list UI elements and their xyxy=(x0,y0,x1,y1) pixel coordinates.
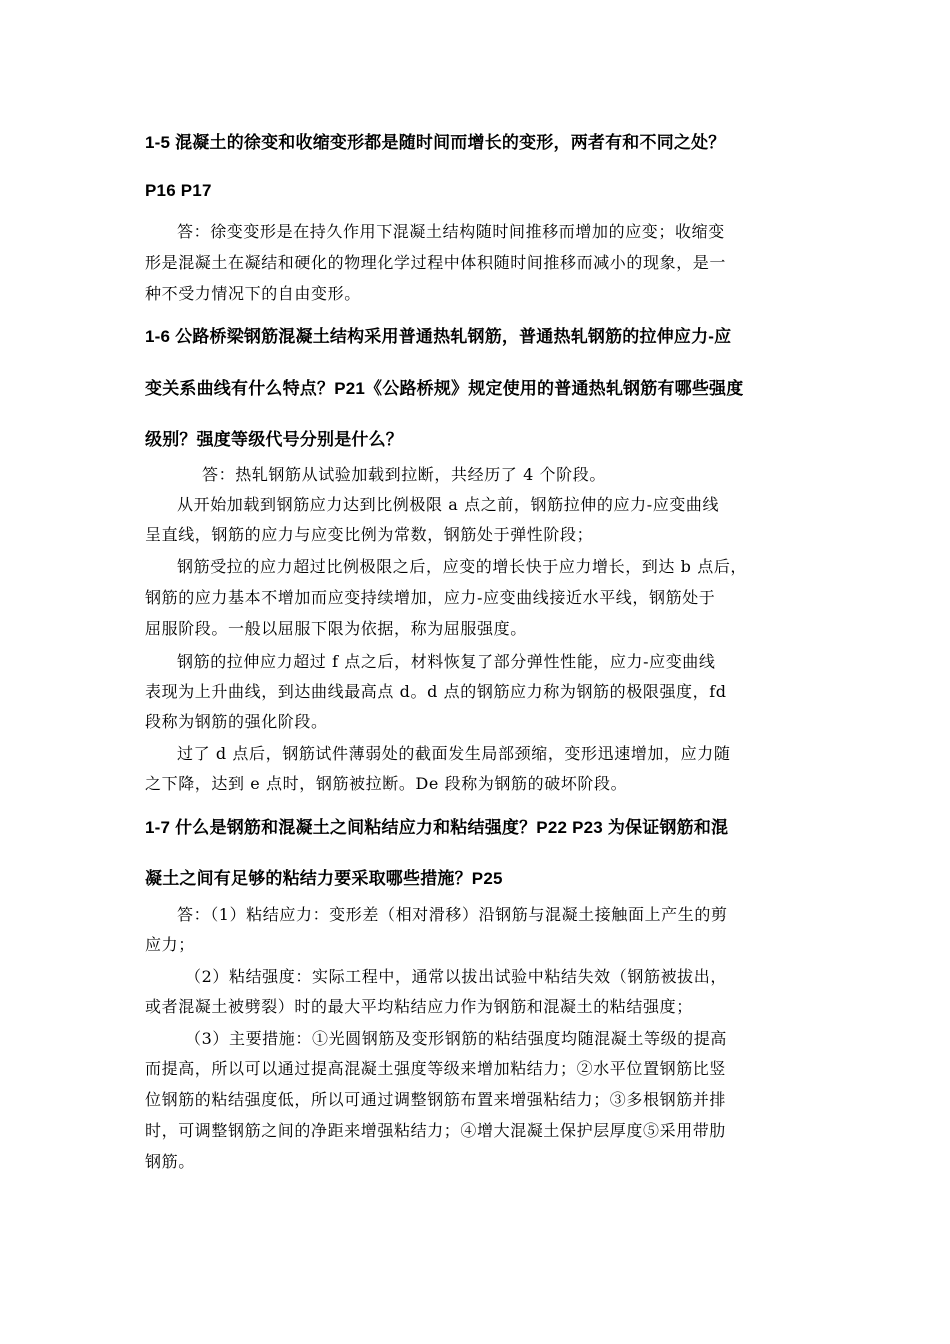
answer-1-7-line: 应力； xyxy=(145,935,195,954)
question-1-7-line: 1-7 什么是钢筋和混凝土之间粘结应力和粘结强度？P22 P23 为保证钢筋和混 xyxy=(145,818,729,837)
answer-1-7-line: 而提高，所以可以通过提高混凝土强度等级来增加粘结力；②水平位置钢筋比竖 xyxy=(145,1059,727,1078)
answer-1-7-line: 钢筋。 xyxy=(145,1152,195,1171)
answer-1-6-line: 之下降，达到 e 点时，钢筋被拉断。De 段称为钢筋的破坏阶段。 xyxy=(145,774,628,793)
question-1-6-line: 级别？强度等级代号分别是什么？ xyxy=(145,430,403,449)
answer-1-7-line: （3）主要措施：①光圆钢筋及变形钢筋的粘结强度均随混凝土等级的提高 xyxy=(185,1029,727,1048)
answer-1-6-line: 钢筋受拉的应力超过比例极限之后，应变的增长快于应力增长，到达 b 点后， xyxy=(177,557,748,576)
answer-1-7-line: 或者混凝土被劈裂）时的最大平均粘结应力作为钢筋和混凝土的粘结强度； xyxy=(145,997,693,1016)
question-1-6-line: 变关系曲线有什么特点？P21《公路桥规》规定使用的普通热轧钢筋有哪些强度 xyxy=(145,379,744,398)
answer-1-7-line: 位钢筋的粘结强度低，所以可通过调整钢筋布置来增强粘结力；③多根钢筋并排 xyxy=(145,1090,727,1109)
question-1-6-line: 1-6 公路桥梁钢筋混凝土结构采用普通热轧钢筋，普通热轧钢筋的拉伸应力-应 xyxy=(145,327,732,346)
answer-1-5-line: 形是混凝土在凝结和硬化的物理化学过程中体积随时间推移而减小的现象，是一 xyxy=(145,253,727,272)
answer-1-7-line: 答：（1）粘结应力：变形差（相对滑移）沿钢筋与混凝土接触面上产生的剪 xyxy=(177,905,728,924)
answer-1-6-line: 屈服阶段。一般以屈服下限为依据，称为屈服强度。 xyxy=(145,619,527,638)
answer-1-6-line: 钢筋的应力基本不增加而应变持续增加，应力-应变曲线接近水平线，钢筋处于 xyxy=(145,588,716,607)
question-1-5-page-refs: P16 P17 xyxy=(145,181,212,200)
question-1-7-line: 凝土之间有足够的粘结力要采取哪些措施？P25 xyxy=(145,869,503,888)
answer-1-5-line: 答：徐变变形是在持久作用下混凝土结构随时间推移而增加的应变；收缩变 xyxy=(177,222,725,241)
answer-1-6-line: 表现为上升曲线，到达曲线最高点 d。d 点的钢筋应力称为钢筋的极限强度，fd xyxy=(145,682,727,701)
answer-1-7-line: （2）粘结强度：实际工程中，通常以拔出试验中粘结失效（钢筋被拔出， xyxy=(185,967,727,986)
answer-1-6-line: 答：热轧钢筋从试验加载到拉断，共经历了 4 个阶段。 xyxy=(202,465,606,484)
answer-1-6-line: 从开始加载到钢筋应力达到比例极限 a 点之前，钢筋拉伸的应力-应变曲线 xyxy=(177,495,720,514)
question-1-5-line-1: 1-5 混凝土的徐变和收缩变形都是随时间而增长的变形，两者有和不同之处？ xyxy=(145,133,726,152)
answer-1-6-line: 钢筋的拉伸应力超过 f 点之后，材料恢复了部分弹性性能，应力-应变曲线 xyxy=(177,652,716,671)
answer-1-6-line: 段称为钢筋的强化阶段。 xyxy=(145,712,328,731)
answer-1-6-line: 过了 d 点后，钢筋试件薄弱处的截面发生局部颈缩，变形迅速增加，应力随 xyxy=(177,744,731,763)
answer-1-7-line: 时，可调整钢筋之间的净距来增强粘结力；④增大混凝土保护层厚度⑤采用带肋 xyxy=(145,1121,727,1140)
answer-1-5-line: 种不受力情况下的自由变形。 xyxy=(145,284,361,303)
answer-1-6-line: 呈直线，钢筋的应力与应变比例为常数，钢筋处于弹性阶段； xyxy=(145,525,594,544)
